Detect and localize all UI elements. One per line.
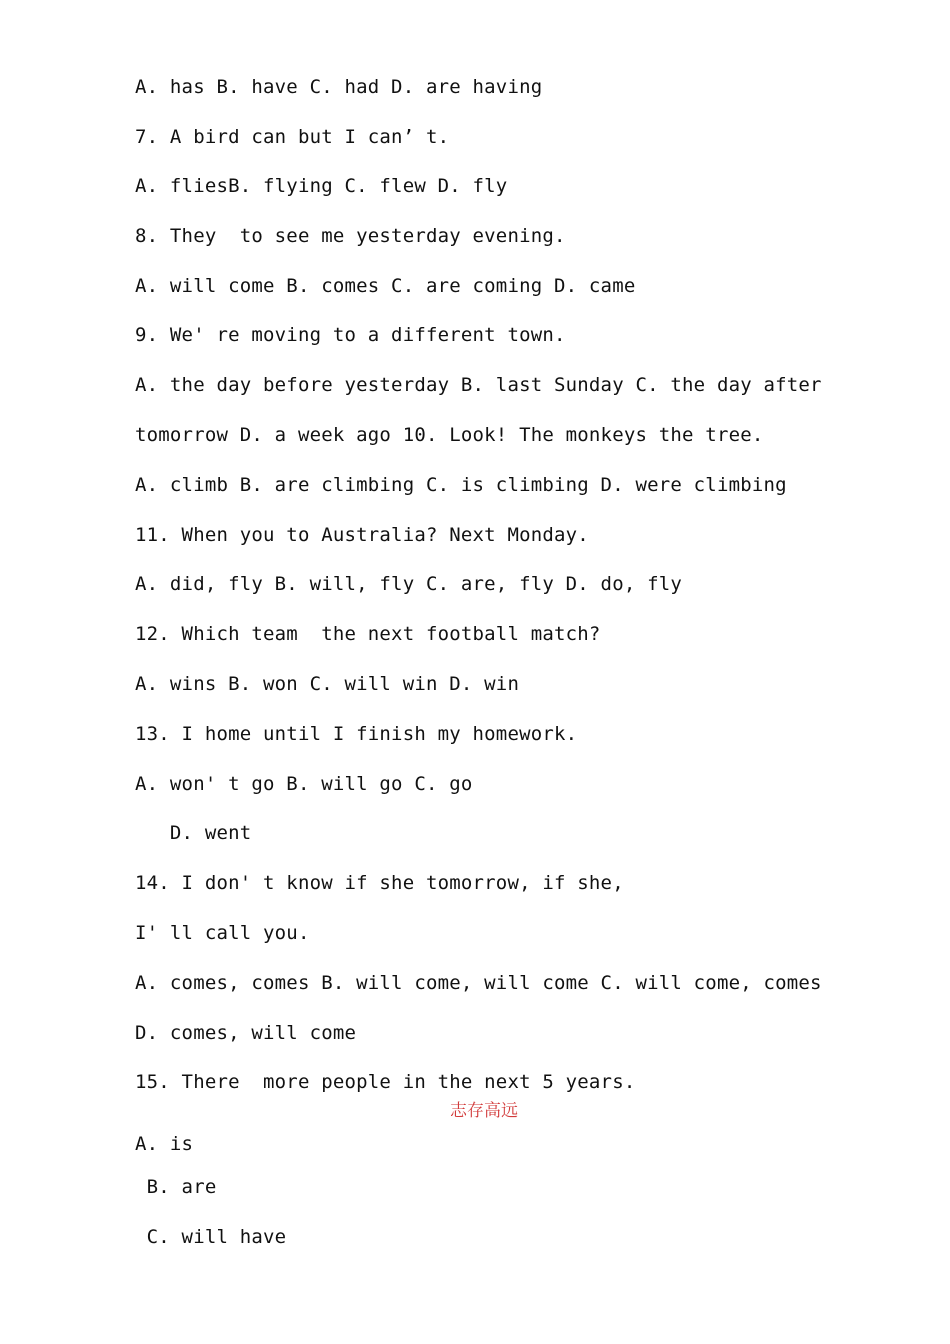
text-line: 8. They to see me yesterday evening.	[135, 225, 566, 247]
text-line: 12. Which team the next football match?	[135, 623, 601, 645]
text-line: A. fliesB. flying C. flew D. fly	[135, 175, 508, 197]
text-line: A. will come B. comes C. are coming D. came	[135, 275, 636, 297]
text-line: C. will have	[135, 1226, 287, 1248]
text-line: tomorrow D. a week ago 10. Look! The monkeys the tree.	[135, 424, 764, 446]
text-line: A. the day before yesterday B. last Sunday C. the day after	[135, 374, 822, 396]
text-line: A. climb B. are climbing C. is climbing D. were climbing	[135, 474, 787, 496]
text-line: 7. A bird can but I can’ t.	[135, 126, 450, 148]
text-line: A. wins B. won C. will win D. win	[135, 673, 520, 695]
footer-watermark-text: 志存高远	[450, 1101, 518, 1121]
text-line: A. is	[135, 1133, 194, 1155]
text-line: 9. We' re moving to a different town.	[135, 324, 566, 346]
text-line: I' ll call you.	[135, 922, 310, 944]
text-line: D. went	[135, 822, 252, 844]
text-line: 11. When you to Australia? Next Monday.	[135, 524, 589, 546]
text-line: A. has B. have C. had D. are having	[135, 76, 543, 98]
text-line: A. won' t go B. will go C. go	[135, 773, 473, 795]
text-line: A. comes, comes B. will come, will come C. will come, comes	[135, 972, 822, 994]
text-line: 15. There more people in the next 5 years.	[135, 1071, 636, 1093]
text-line: 14. I don' t know if she tomorrow, if she,	[135, 872, 624, 894]
text-line: 13. I home until I finish my homework.	[135, 723, 578, 745]
text-line: D. comes, will come	[135, 1022, 357, 1044]
text-line: A. did, fly B. will, fly C. are, fly D. do, fly	[135, 573, 683, 595]
text-line: B. are	[135, 1176, 217, 1198]
